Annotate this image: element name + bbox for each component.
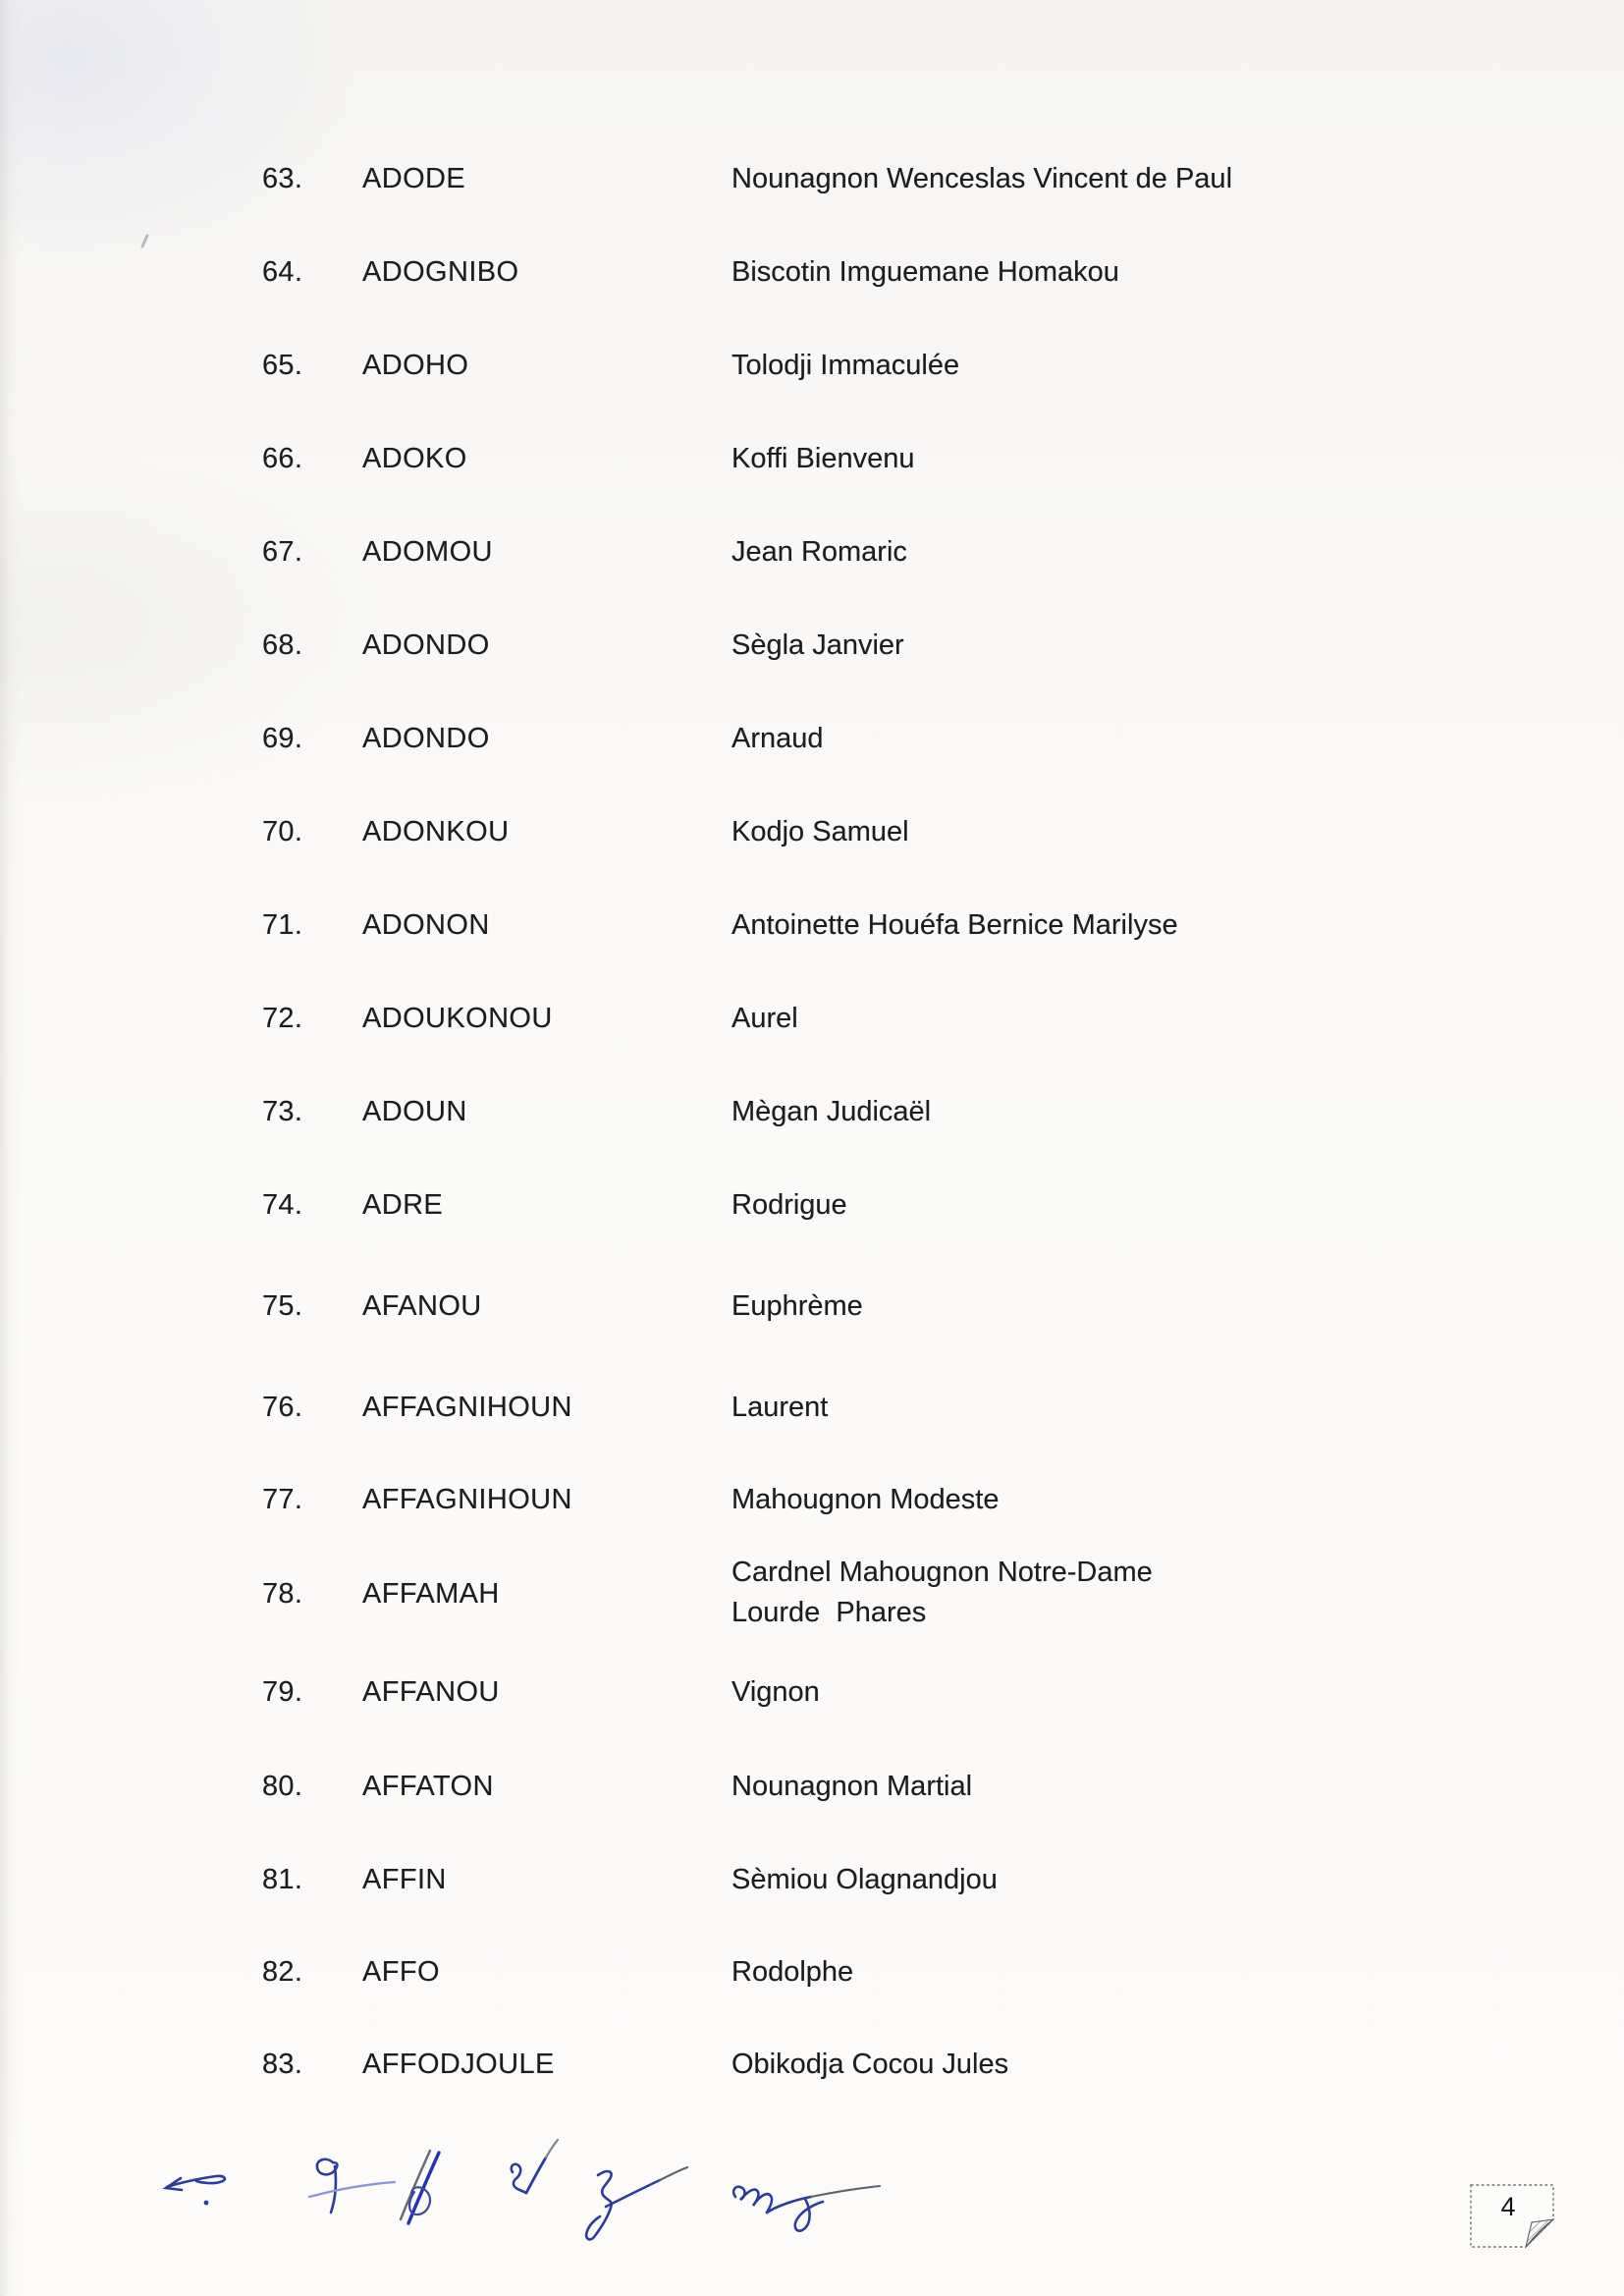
given-name-line: Tolodji Immaculée	[731, 350, 960, 381]
given-name-line: Obikodja Cocou Jules	[731, 2049, 1009, 2080]
given-name-line: Mahougnon Modeste	[731, 1484, 1000, 1515]
entry-surname: ADONDO	[362, 723, 490, 754]
given-name-line: Nounagnon Martial	[731, 1771, 973, 1802]
given-name-line: Biscotin Imguemane Homakou	[731, 256, 1119, 288]
entry-number: 78.	[262, 1578, 303, 1610]
entry-number: 77.	[262, 1484, 303, 1515]
entry-number: 63.	[262, 163, 303, 194]
given-name-line: Nounagnon Wenceslas Vincent de Paul	[731, 163, 1233, 194]
entry-number: 72.	[262, 1003, 303, 1034]
given-name-line: Sèmiou Olagnandjou	[731, 1864, 998, 1895]
entry-surname: AFFODJOULE	[362, 2049, 555, 2080]
entry-surname: ADONON	[362, 909, 490, 941]
entry-given-names	[731, 348, 959, 383]
entry-number: 65.	[262, 350, 303, 381]
entry-number: 71.	[262, 909, 303, 941]
entry-number: 83.	[262, 2049, 303, 2080]
entry-given-names	[731, 1555, 1153, 1630]
entry-given-names	[731, 1390, 828, 1425]
entry-given-names	[731, 161, 1232, 196]
entry-given-names	[731, 628, 904, 663]
given-name-line: Arnaud	[731, 723, 824, 754]
double-stroke-paraph-mark	[401, 2151, 439, 2223]
given-name-line: Koffi Bienvenu	[731, 443, 915, 474]
given-name-line: Mègan Judicaël	[731, 1096, 932, 1127]
entry-given-names	[731, 1862, 998, 1897]
entry-number: 70.	[262, 816, 303, 847]
entry-given-names	[731, 1288, 863, 1324]
given-name-line: Sègla Janvier	[731, 629, 904, 661]
given-name-line: Vignon	[731, 1676, 820, 1708]
entry-surname: ADOHO	[362, 350, 469, 381]
entry-given-names	[731, 441, 915, 476]
entry-given-names	[731, 534, 907, 570]
entry-number: 69.	[262, 723, 303, 754]
entry-number: 73.	[262, 1096, 303, 1127]
curl-paraph-mark	[586, 2167, 687, 2239]
given-name-line: Antoinette Houéfa Bernice Marilyse	[731, 909, 1178, 941]
entry-surname: ADOUKONOU	[362, 1003, 553, 1034]
given-name-line: Rodrigue	[731, 1189, 847, 1221]
entry-given-names	[731, 814, 909, 849]
entry-given-names	[731, 1187, 847, 1223]
entry-given-names	[731, 1001, 798, 1036]
entry-number: 81.	[262, 1864, 303, 1895]
check-paraph-mark	[512, 2140, 558, 2193]
entry-given-names	[731, 1094, 931, 1129]
entry-surname: AFANOU	[362, 1290, 482, 1322]
entry-surname: ADOUN	[362, 1096, 467, 1127]
entry-surname: AFFO	[362, 1956, 440, 1988]
entry-given-names	[731, 254, 1119, 290]
entry-number: 80.	[262, 1771, 303, 1802]
entry-surname: ADOKO	[362, 443, 467, 474]
given-name-line: Laurent	[731, 1392, 829, 1423]
entry-number: 74.	[262, 1189, 303, 1221]
entry-surname: ADOGNIBO	[362, 256, 519, 288]
entry-surname: AFFAGNIHOUN	[362, 1392, 572, 1423]
given-name-line: Jean Romaric	[731, 536, 907, 568]
entry-surname: ADRE	[362, 1189, 444, 1221]
entry-number: 67.	[262, 536, 303, 568]
entry-surname: ADODE	[362, 163, 466, 194]
given-name-line: Rodolphe	[731, 1956, 854, 1988]
given-name-line: Kodjo Samuel	[731, 816, 909, 847]
entry-number: 64.	[262, 256, 303, 288]
given-name-line: Lourde Phares	[731, 1597, 927, 1628]
entry-surname: AFFANOU	[362, 1676, 500, 1708]
signature-row	[118, 2121, 903, 2269]
initials-scribble-mark	[166, 2176, 225, 2206]
entry-given-names	[731, 1769, 972, 1804]
given-name-line: Euphrème	[731, 1290, 863, 1322]
entry-number: 82.	[262, 1956, 303, 1988]
entry-given-names	[731, 2047, 1008, 2082]
entry-number: 79.	[262, 1676, 303, 1708]
entry-given-names	[731, 907, 1178, 943]
entry-given-names	[731, 721, 824, 756]
entry-number: 66.	[262, 443, 303, 474]
entry-surname: ADONDO	[362, 629, 490, 661]
entry-given-names	[731, 1674, 820, 1710]
entry-surname: ADONKOU	[362, 816, 510, 847]
entry-surname: AFFAMAH	[362, 1578, 500, 1610]
entry-number: 76.	[262, 1392, 303, 1423]
entry-surname: ADOMOU	[362, 536, 493, 568]
given-name-line: Cardnel Mahougnon Notre-Dame	[731, 1557, 1153, 1588]
entry-given-names	[731, 1954, 853, 1990]
entry-number: 68.	[262, 629, 303, 661]
entry-given-names	[731, 1482, 999, 1517]
given-name-line: Aurel	[731, 1003, 798, 1034]
m-flourish-paraph-mark	[733, 2186, 880, 2231]
g-paraph-mark	[309, 2159, 395, 2213]
entry-surname: AFFATON	[362, 1771, 494, 1802]
entry-number: 75.	[262, 1290, 303, 1322]
page-number: 4	[1500, 2192, 1516, 2221]
entry-surname: AFFIN	[362, 1864, 447, 1895]
entry-surname: AFFAGNIHOUN	[362, 1484, 572, 1515]
